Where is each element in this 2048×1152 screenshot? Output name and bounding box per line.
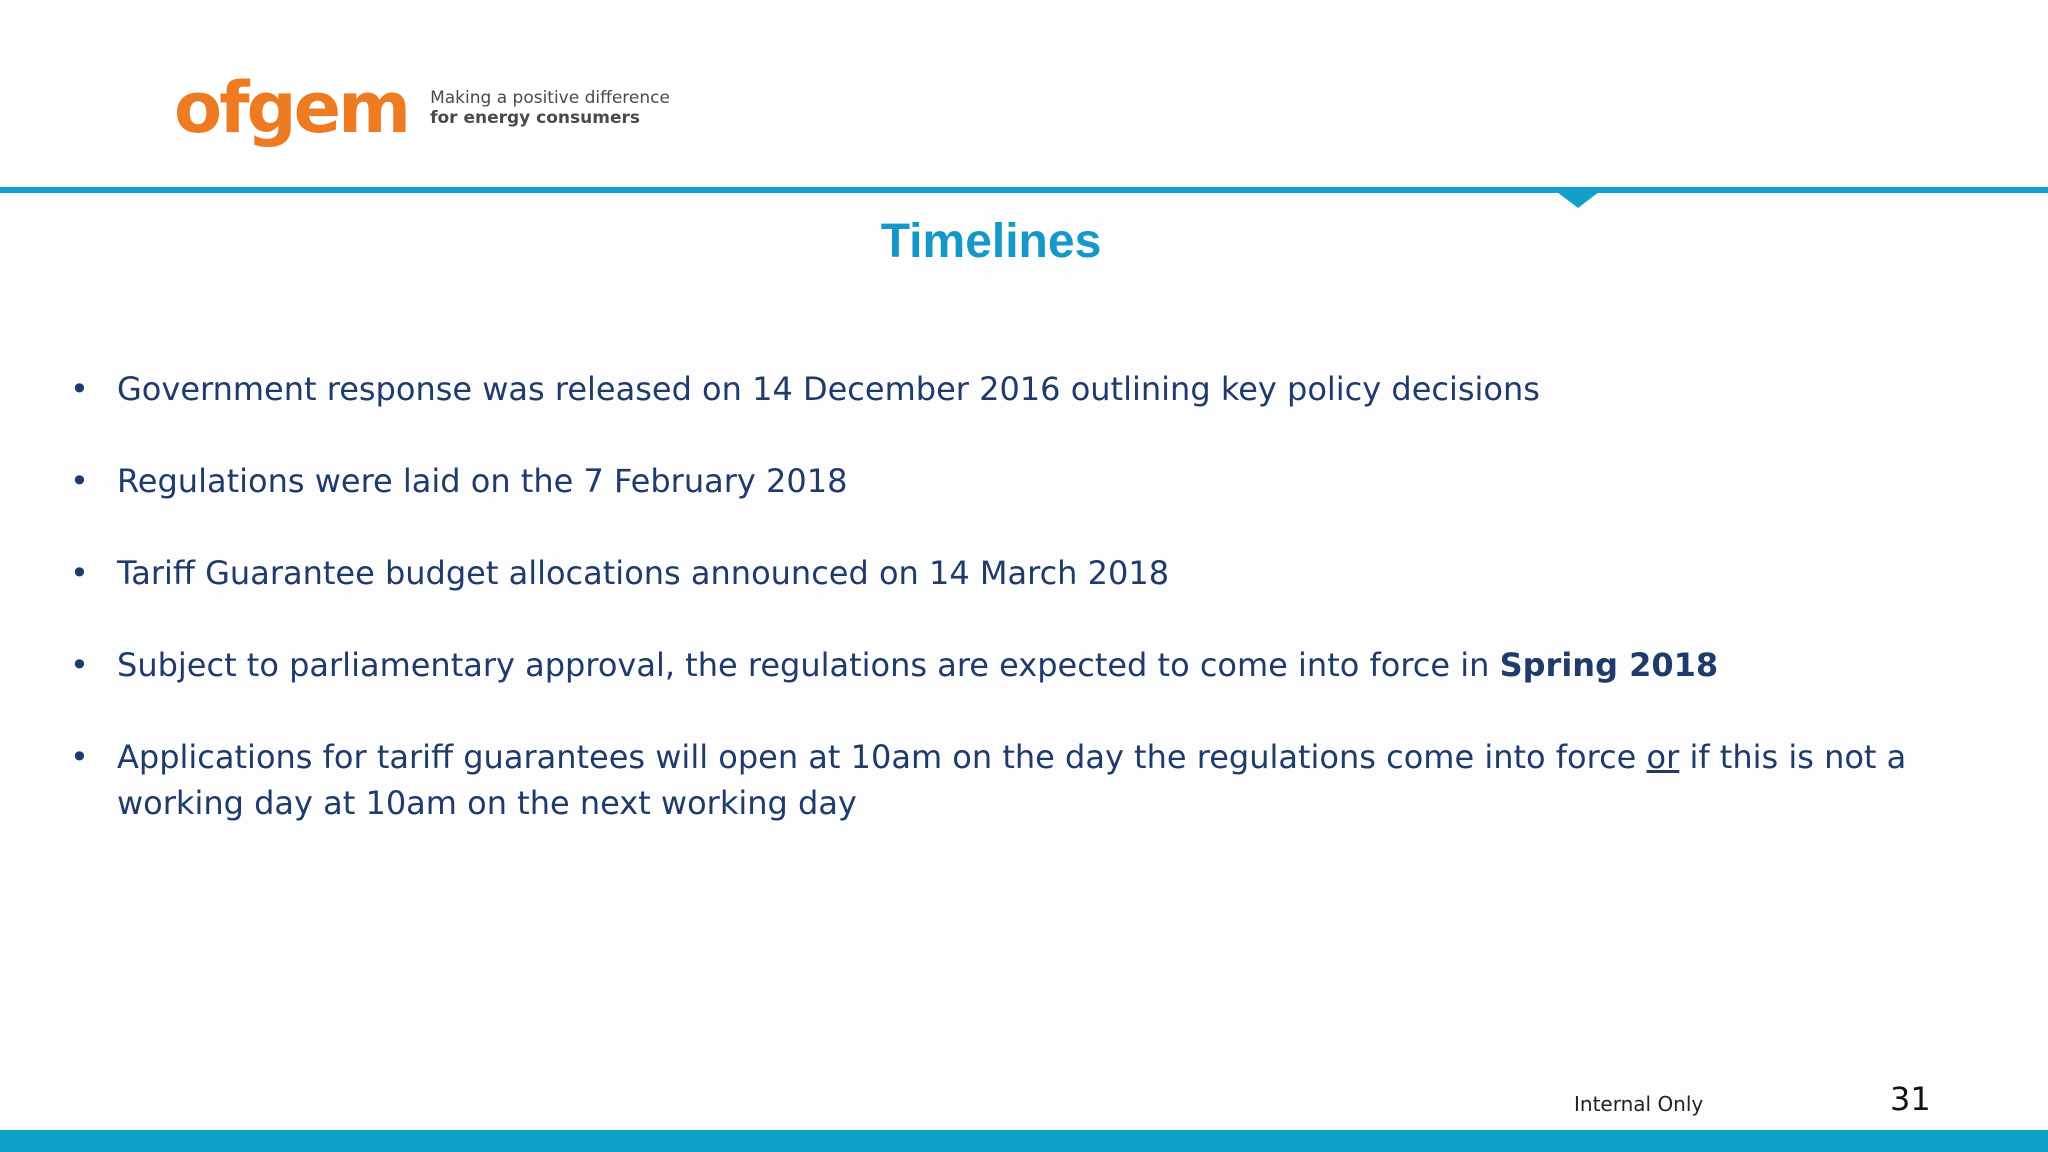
logo-tagline [430, 88, 670, 128]
bullet-text: Government response was released on 14 December 2016 outlining key policy decisions [117, 370, 1540, 408]
bullet-text: Applications for tariff guarantees will open at 10am on the day the regulations come into force [117, 738, 1647, 776]
logo-tagline-line2: for energy consumers [430, 108, 640, 128]
bullet-dot: • [70, 646, 89, 684]
footer-bar [0, 1130, 2048, 1152]
header-divider [0, 187, 2048, 193]
bullet-dot: • [70, 554, 89, 592]
bullet-text: Subject to parliamentary approval, the regulations are expected to come into force in [117, 646, 1500, 684]
bullet-list [70, 366, 1970, 872]
bullet-item-applications-open [70, 734, 1970, 826]
bullet-text: Regulations were laid on the 7 February 2018 [117, 462, 848, 500]
bullet-item-regulations-laid [70, 458, 1970, 504]
bullet-item-budget-allocations [70, 550, 1970, 596]
bullet-text: Tariff Guarantee budget allocations announced on 14 March 2018 [117, 554, 1170, 592]
bullet-item-parliamentary-approval [70, 642, 1970, 688]
header-notch-marker [1557, 192, 1599, 208]
page-number: 31 [1890, 1080, 1931, 1118]
bullet-dot: • [70, 738, 89, 776]
bullet-item-government-response [70, 366, 1970, 412]
bullet-underlined-word: or [1646, 738, 1680, 776]
classification-label: Internal Only [1574, 1092, 1704, 1116]
slide-title: Timelines [880, 215, 1102, 268]
bullet-dot: • [70, 370, 89, 408]
bullet-text-continued: if this is not a working day at 10am on the next working day [117, 738, 1907, 822]
logo-wordmark: ofgem [174, 67, 409, 149]
bullet-emphasis: Spring 2018 [1499, 646, 1719, 684]
logo-tagline-line1: Making a positive difference [430, 88, 670, 108]
ofgem-logo [174, 68, 670, 148]
bullet-dot: • [70, 462, 89, 500]
slide-header [0, 0, 2048, 188]
